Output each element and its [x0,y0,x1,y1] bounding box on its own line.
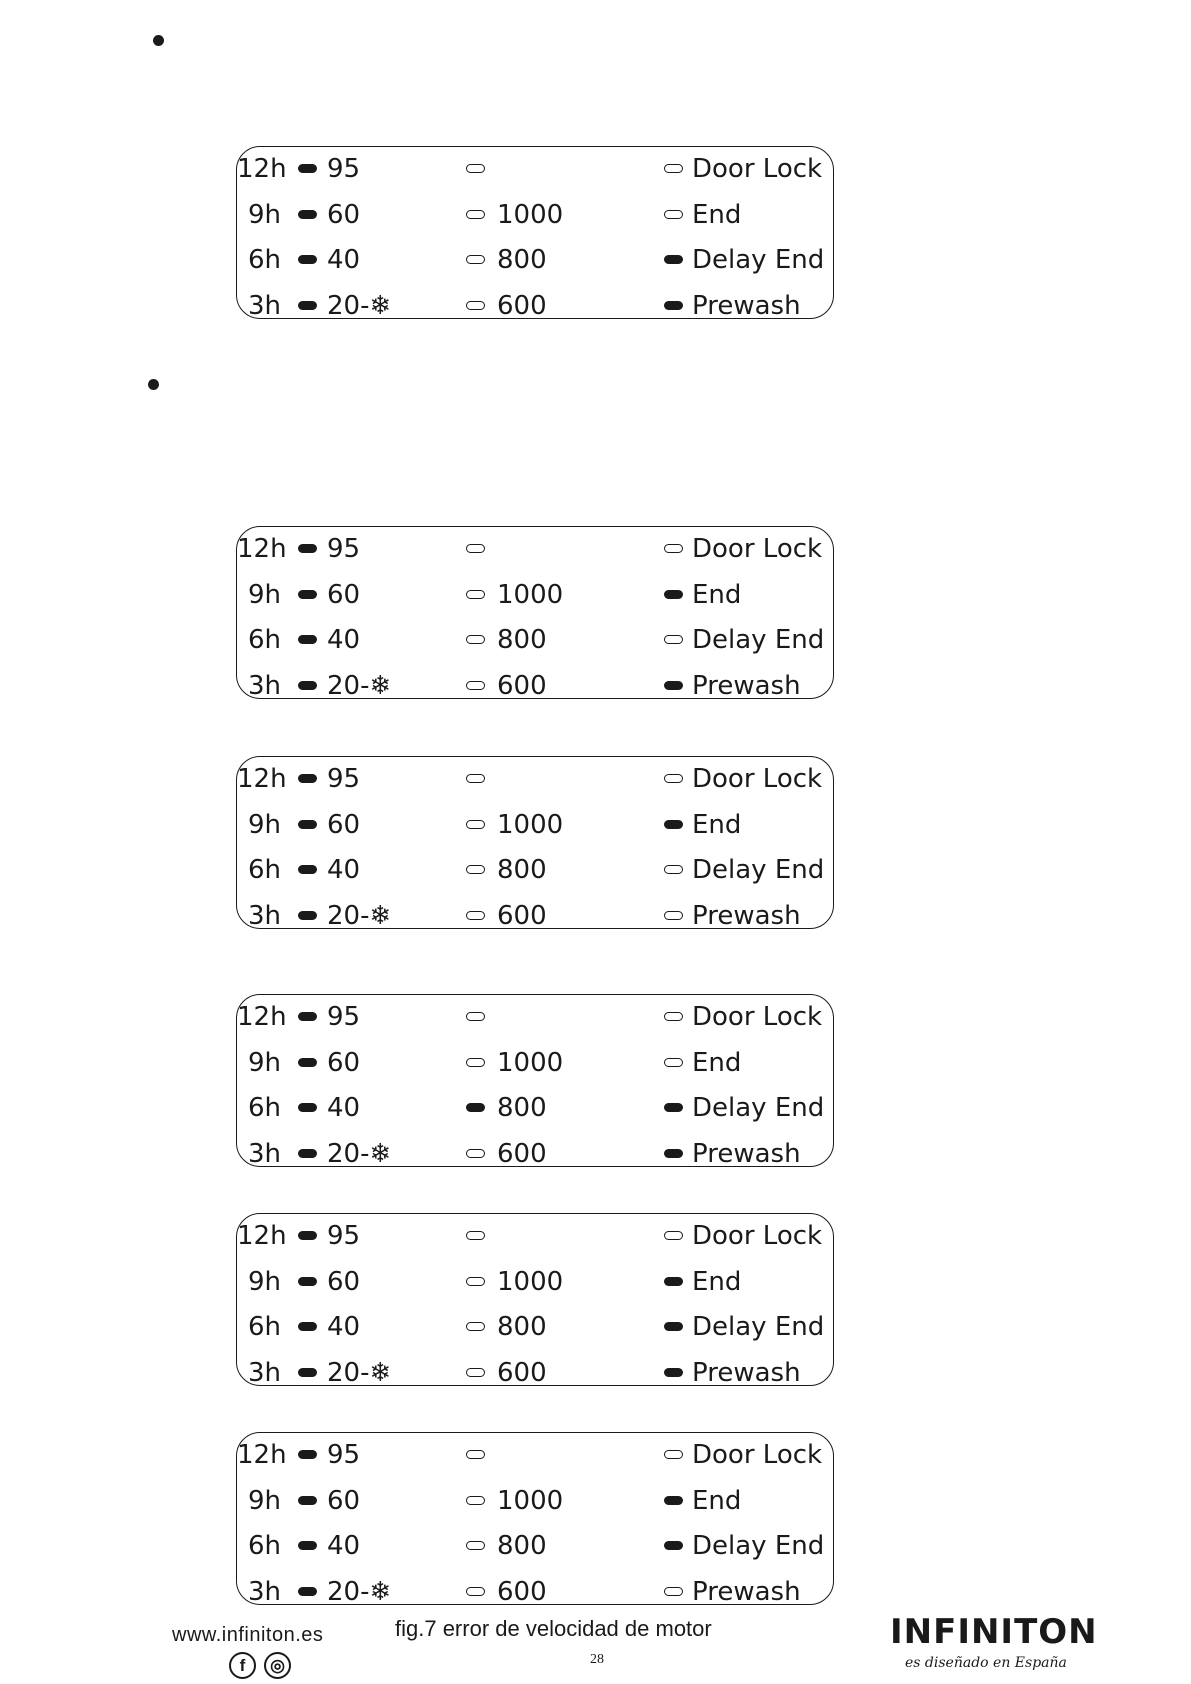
option-led-icon [664,1149,683,1158]
option-label: Door Lock [692,764,823,794]
option-led-icon [664,1322,683,1331]
spin-speed-label: 800 [497,1531,547,1561]
timer-led-icon [298,1012,317,1021]
timer-label: 9h [247,579,281,610]
option-led-icon [664,210,683,219]
temperature-label: 60 [327,1266,361,1297]
temperature-label: 60 [327,1047,361,1078]
timer-led-icon [298,1058,317,1067]
speed-led-icon [466,911,485,920]
panel-row [237,1307,833,1347]
panel-row [237,1435,833,1475]
timer-label: 6h [247,855,281,885]
option-label: Door Lock [692,534,823,564]
option-led-icon [664,255,683,264]
timer-led-icon [298,1368,317,1377]
speed-led-icon [466,164,485,173]
temperature-label: 95 [327,1440,361,1470]
option-label: Door Lock [692,154,823,184]
option-label: End [692,199,742,230]
speed-led-icon [466,1103,485,1112]
panel-row [237,240,833,280]
spin-speed-label: 1000 [497,199,564,230]
timer-led-icon [298,1231,317,1240]
spin-speed-label: 1000 [497,1266,564,1297]
spin-speed-label: 800 [497,855,547,885]
panel-row [237,529,833,569]
spin-speed-label: 600 [497,900,547,931]
option-led-icon [664,1277,683,1286]
timer-label: 12h [237,154,287,184]
speed-led-icon [466,590,485,599]
speed-led-icon [466,255,485,264]
option-label: Prewash [692,1576,801,1607]
option-label: Prewash [692,1138,801,1169]
option-label: Delay End [692,625,825,655]
timer-label: 3h [247,290,281,321]
option-label: Delay End [692,855,825,885]
panel-row [237,666,833,706]
spin-speed-label: 600 [497,1357,547,1388]
spin-speed-label: 600 [497,1576,547,1607]
timer-label: 9h [247,809,281,840]
speed-led-icon [466,1496,485,1505]
timer-label: 3h [247,670,281,701]
timer-led-icon [298,255,317,264]
speed-led-icon [466,1322,485,1331]
panel-row [237,1572,833,1612]
option-led-icon [664,1450,683,1459]
speed-led-icon [466,1587,485,1596]
timer-led-icon [298,1149,317,1158]
speed-led-icon [466,681,485,690]
option-label: Door Lock [692,1002,823,1032]
option-led-icon [664,635,683,644]
led-display-panel [236,1432,834,1605]
temperature-label: 40 [327,625,361,655]
speed-led-icon [466,1149,485,1158]
speed-led-icon [466,210,485,219]
timer-label: 9h [247,1266,281,1297]
temperature-label: 20-❄ [327,1138,392,1169]
panel-row [237,1526,833,1566]
option-label: Delay End [692,245,825,275]
speed-led-icon [466,1277,485,1286]
temperature-label: 20-❄ [327,1357,392,1388]
timer-label: 12h [237,764,287,794]
speed-led-icon [466,1231,485,1240]
speed-led-icon [466,820,485,829]
option-led-icon [664,865,683,874]
panel-row [237,1134,833,1174]
spin-speed-label: 1000 [497,809,564,840]
timer-led-icon [298,164,317,173]
spin-speed-label: 800 [497,245,547,275]
temperature-label: 20-❄ [327,900,392,931]
speed-led-icon [466,301,485,310]
speed-led-icon [466,1450,485,1459]
option-label: Door Lock [692,1221,823,1251]
timer-led-icon [298,865,317,874]
temperature-label: 60 [327,809,361,840]
temperature-label: 40 [327,855,361,885]
temperature-label: 95 [327,764,361,794]
temperature-label: 95 [327,1002,361,1032]
temperature-label: 40 [327,245,361,275]
led-display-panel [236,146,834,319]
spin-speed-label: 800 [497,1312,547,1342]
temperature-label: 60 [327,1485,361,1516]
led-display-panel [236,994,834,1167]
timer-label: 6h [247,625,281,655]
speed-led-icon [466,1058,485,1067]
panel-row [237,1088,833,1128]
timer-label: 12h [237,1221,287,1251]
temperature-label: 95 [327,1221,361,1251]
timer-label: 12h [237,1440,287,1470]
timer-label: 6h [247,1312,281,1342]
panel-row [237,805,833,845]
timer-label: 3h [247,900,281,931]
timer-led-icon [298,1496,317,1505]
panel-row [237,620,833,660]
option-label: End [692,579,742,610]
panel-row [237,997,833,1037]
option-led-icon [664,590,683,599]
temperature-label: 60 [327,579,361,610]
option-label: End [692,1485,742,1516]
speed-led-icon [466,544,485,553]
timer-led-icon [298,820,317,829]
spin-speed-label: 800 [497,1093,547,1123]
option-led-icon [664,774,683,783]
option-label: Prewash [692,900,801,931]
timer-label: 6h [247,1093,281,1123]
timer-led-icon [298,1587,317,1596]
timer-led-icon [298,681,317,690]
option-led-icon [664,1368,683,1377]
option-led-icon [664,1012,683,1021]
temperature-label: 60 [327,199,361,230]
timer-led-icon [298,301,317,310]
timer-led-icon [298,1103,317,1112]
option-led-icon [664,1058,683,1067]
speed-led-icon [466,635,485,644]
timer-label: 9h [247,199,281,230]
spin-speed-label: 1000 [497,579,564,610]
instagram-icon[interactable]: ◎ [264,1652,291,1679]
spin-speed-label: 600 [497,670,547,701]
timer-led-icon [298,544,317,553]
timer-label: 12h [237,534,287,564]
option-label: Delay End [692,1312,825,1342]
footer-url[interactable]: www.infiniton.es [172,1624,324,1646]
option-led-icon [664,164,683,173]
led-display-panel [236,756,834,929]
timer-led-icon [298,210,317,219]
timer-label: 6h [247,245,281,275]
timer-led-icon [298,774,317,783]
option-led-icon [664,681,683,690]
panel-row [237,1481,833,1521]
brand-tagline: es diseñado en España [905,1655,1067,1671]
option-led-icon [664,1587,683,1596]
spin-speed-label: 1000 [497,1485,564,1516]
panel-row [237,195,833,235]
option-label: Door Lock [692,1440,823,1470]
timer-led-icon [298,590,317,599]
option-label: Prewash [692,670,801,701]
panel-row [237,575,833,615]
option-led-icon [664,820,683,829]
option-label: Delay End [692,1093,825,1123]
panel-row [237,286,833,326]
spin-speed-label: 600 [497,1138,547,1169]
timer-label: 3h [247,1576,281,1607]
facebook-icon[interactable]: f [229,1652,256,1679]
spin-speed-label: 1000 [497,1047,564,1078]
timer-led-icon [298,1277,317,1286]
option-led-icon [664,1496,683,1505]
option-label: Prewash [692,290,801,321]
panel-row [237,1353,833,1393]
bullet-1 [153,35,164,46]
temperature-label: 95 [327,154,361,184]
temperature-label: 20-❄ [327,290,392,321]
temperature-label: 20-❄ [327,670,392,701]
speed-led-icon [466,774,485,783]
spin-speed-label: 600 [497,290,547,321]
panel-row [237,149,833,189]
option-led-icon [664,1231,683,1240]
temperature-label: 20-❄ [327,1576,392,1607]
timer-led-icon [298,635,317,644]
page-number: 28 [590,1652,604,1667]
spin-speed-label: 800 [497,625,547,655]
panel-row [237,1043,833,1083]
speed-led-icon [466,1541,485,1550]
led-display-panel [236,1213,834,1386]
bullet-2 [148,379,159,390]
timer-label: 9h [247,1047,281,1078]
led-display-panel [236,526,834,699]
option-label: End [692,1266,742,1297]
option-led-icon [664,544,683,553]
panel-row [237,896,833,936]
option-label: Prewash [692,1357,801,1388]
speed-led-icon [466,1368,485,1377]
panel-row [237,1216,833,1256]
option-led-icon [664,301,683,310]
timer-led-icon [298,1322,317,1331]
timer-label: 3h [247,1138,281,1169]
temperature-label: 40 [327,1312,361,1342]
timer-led-icon [298,1541,317,1550]
option-led-icon [664,1103,683,1112]
panel-row [237,850,833,890]
option-led-icon [664,911,683,920]
timer-label: 6h [247,1531,281,1561]
figure-caption: fig.7 error de velocidad de motor [395,1616,712,1641]
timer-led-icon [298,911,317,920]
option-led-icon [664,1541,683,1550]
temperature-label: 40 [327,1093,361,1123]
option-label: End [692,809,742,840]
panel-row [237,759,833,799]
temperature-label: 40 [327,1531,361,1561]
timer-label: 9h [247,1485,281,1516]
speed-led-icon [466,1012,485,1021]
timer-led-icon [298,1450,317,1459]
option-label: End [692,1047,742,1078]
panel-row [237,1262,833,1302]
temperature-label: 95 [327,534,361,564]
brand-logo: INFINITON [890,1612,1098,1652]
timer-label: 3h [247,1357,281,1388]
speed-led-icon [466,865,485,874]
timer-label: 12h [237,1002,287,1032]
option-label: Delay End [692,1531,825,1561]
